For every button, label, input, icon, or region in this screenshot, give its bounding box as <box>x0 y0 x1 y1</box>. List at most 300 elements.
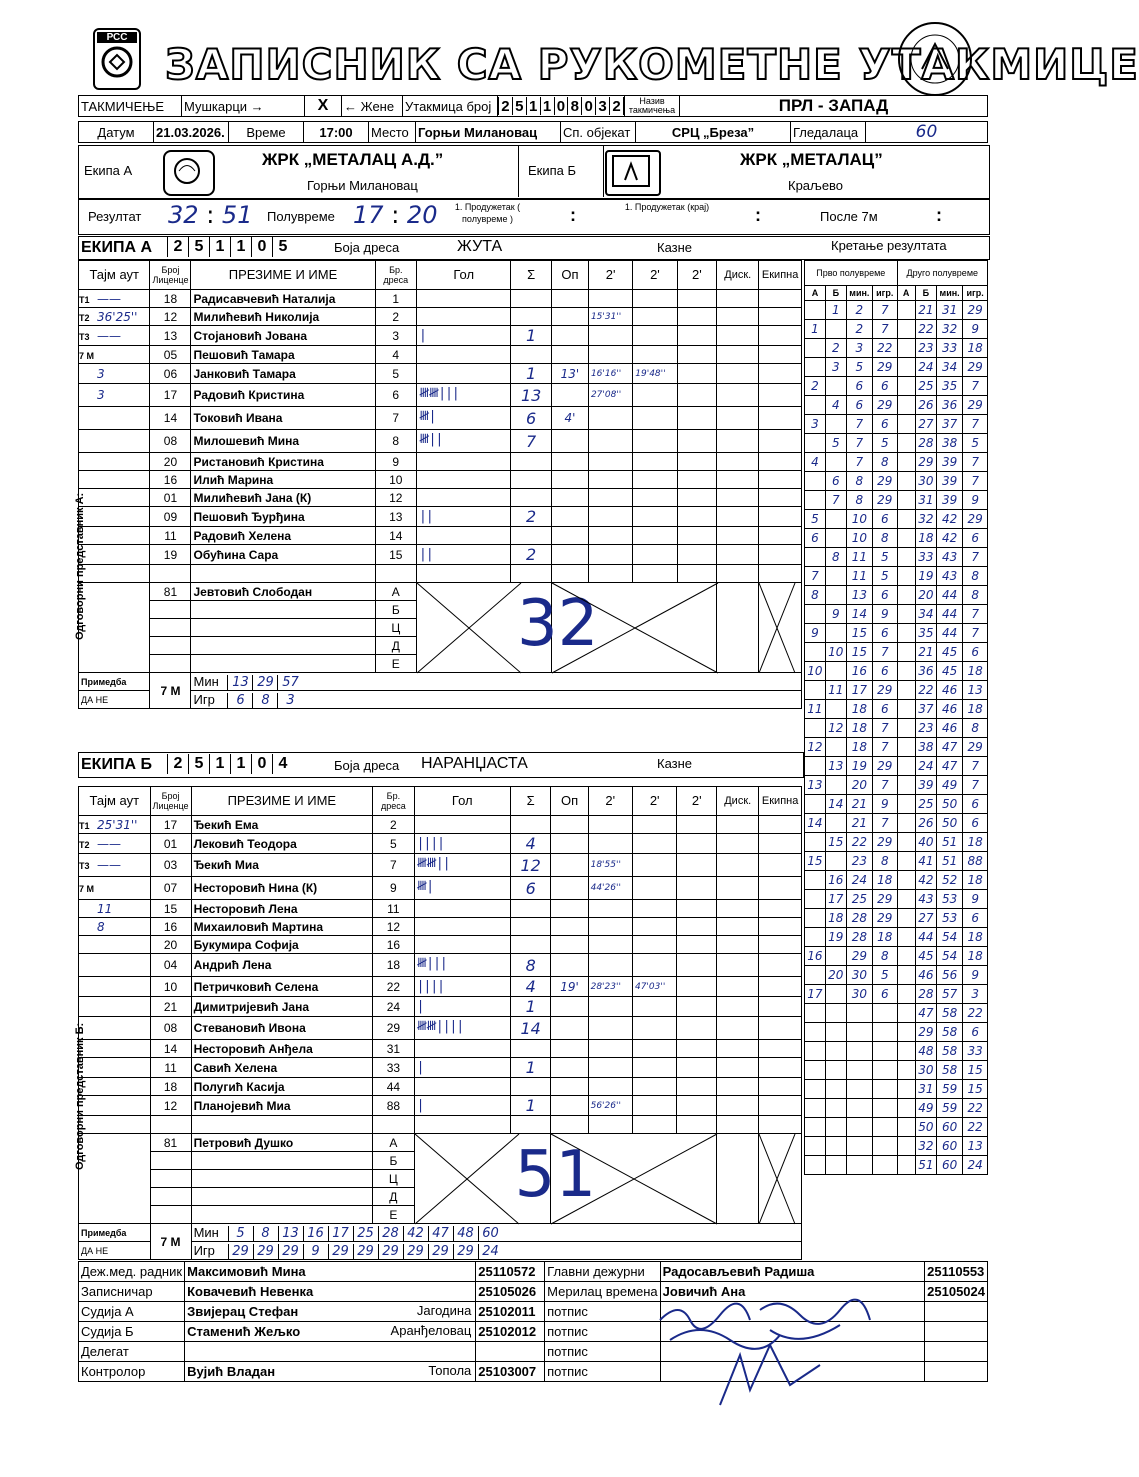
player-license: 19 <box>150 545 191 565</box>
progress-cell: 13 <box>963 681 988 700</box>
player-2min-1 <box>588 290 632 308</box>
player-number: 33 <box>373 1058 415 1078</box>
player-license: 01 <box>150 834 191 854</box>
place-value: Горњи Милановац <box>416 122 561 143</box>
venue-label: Сп. објекат <box>561 122 636 143</box>
player-goals-tally <box>417 364 511 384</box>
column-name: ПРЕЗИМЕ И ИМЕ <box>191 787 373 816</box>
player-number: 9 <box>373 877 415 900</box>
time-value: 17:00 <box>304 122 369 143</box>
player-license: 10 <box>150 977 191 997</box>
player-2min-1 <box>588 900 632 918</box>
player-2min-2 <box>633 507 677 527</box>
progress-row <box>805 833 988 852</box>
player-row <box>79 834 802 854</box>
progress-cell: 28 <box>915 434 936 453</box>
progress-col: мин. <box>846 286 872 301</box>
progress-cell: 48 <box>915 1042 936 1061</box>
player-license: 13 <box>150 326 191 346</box>
player-license: 18 <box>150 290 191 308</box>
player-goal-sum: 8 <box>510 954 551 977</box>
player-warning <box>551 954 588 977</box>
team-a-code <box>167 237 293 257</box>
progress-cell: 14 <box>825 795 846 814</box>
player-goals-tally: | <box>414 997 510 1017</box>
progress-cell: 58 <box>936 1004 962 1023</box>
progress-cell: 50 <box>936 814 962 833</box>
timeout-value: —— <box>97 291 121 306</box>
player-disqualification <box>717 877 759 900</box>
progress-row <box>805 852 988 871</box>
footer-license-2: 25105024 <box>925 1282 988 1302</box>
progress-col: игр. <box>963 286 988 301</box>
progress-cell: 8 <box>873 852 898 871</box>
player-name: Пешовић Тамара <box>191 346 375 364</box>
player-license: 04 <box>150 954 191 977</box>
team-penalty <box>759 1096 802 1116</box>
progress-cell: 49 <box>915 1099 936 1118</box>
player-number: 14 <box>375 527 417 545</box>
player-2min-2 <box>632 1096 676 1116</box>
player-2min-3 <box>677 346 717 364</box>
player-2min-2 <box>633 471 677 489</box>
progress-cell <box>805 1042 826 1061</box>
progress-cell: 18 <box>915 529 936 548</box>
player-row <box>79 854 802 877</box>
progress-a2-cell <box>897 396 915 415</box>
player-goal-sum <box>510 816 551 834</box>
blank-cell <box>79 1116 151 1134</box>
player-goals-tally <box>417 471 511 489</box>
progress-cell: 18 <box>963 947 988 966</box>
progress-cell: 53 <box>936 909 962 928</box>
footer-license-2 <box>925 1322 988 1342</box>
player-goals-tally <box>417 346 511 364</box>
progress-cell: 20 <box>915 586 936 605</box>
competition-name: ПРЛ - ЗАПАД <box>680 96 988 117</box>
player-warning <box>551 527 588 545</box>
progress-cell <box>825 700 846 719</box>
progress-cell: 59 <box>936 1080 962 1099</box>
progress-cell: 23 <box>915 719 936 738</box>
spectators-label: Гледалаца <box>791 122 866 143</box>
player-2min-3 <box>677 527 717 545</box>
player-2min-1 <box>588 954 632 977</box>
player-goals-tally: | <box>417 326 511 346</box>
progress-a2-cell <box>897 1080 915 1099</box>
player-row <box>79 918 802 936</box>
seven-m-player: 29 <box>278 1244 303 1259</box>
progress-cell: 18 <box>963 339 988 358</box>
footer-city: Јагодина <box>416 1303 472 1318</box>
progress-a2-cell <box>897 320 915 339</box>
progress-cell: 25 <box>846 890 872 909</box>
player-2min-1 <box>588 326 632 346</box>
player-name: Пешовић Ђурђина <box>191 507 375 527</box>
timeout-cell <box>79 290 150 308</box>
progress-a2-cell <box>897 472 915 491</box>
progress-cell <box>846 1099 872 1118</box>
progress-a2-cell <box>897 776 915 795</box>
progress-cell <box>846 1118 872 1137</box>
player-goals-tally <box>414 816 510 834</box>
player-2min-3 <box>677 407 717 430</box>
player-warning <box>551 997 588 1017</box>
team-b-table <box>78 786 802 1260</box>
player-2min-2 <box>632 1017 676 1040</box>
player-license: 12 <box>150 1096 191 1116</box>
progress-cell: 57 <box>936 985 962 1004</box>
progress-cell: 6 <box>963 643 988 662</box>
timeout-cell <box>79 954 151 977</box>
official-cross-cell-2 <box>551 1134 717 1224</box>
player-number: 16 <box>373 936 415 954</box>
team-a-name: ЖРК „МЕТАЛАЦ А.Д.” <box>262 150 444 169</box>
team-penalty <box>759 308 802 326</box>
league-seal-icon <box>898 22 972 96</box>
player-2min-3 <box>677 834 717 854</box>
player-goal-sum <box>511 489 552 507</box>
official-cross-cell-3 <box>759 1134 802 1224</box>
progress-cell: 8 <box>825 548 846 567</box>
team-code-digit: 4 <box>272 754 293 774</box>
official-name <box>191 619 375 637</box>
player-warning <box>551 1040 588 1058</box>
progress-cell: 8 <box>963 586 988 605</box>
progress-a2-cell <box>897 453 915 472</box>
progress-cell: 12 <box>825 719 846 738</box>
team-penalty <box>759 854 802 877</box>
progress-cell: 46 <box>936 681 962 700</box>
progress-row <box>805 966 988 985</box>
footer-name: Вујић Владан <box>187 1364 276 1379</box>
player-goal-sum <box>511 308 552 326</box>
progress-row <box>805 605 988 624</box>
official-rep-cell <box>79 637 150 655</box>
footer-name: Стаменић Жељко <box>187 1324 301 1339</box>
progress-cell: 30 <box>915 1061 936 1080</box>
progress-cell: 29 <box>963 510 988 529</box>
date-label: Датум <box>79 122 154 143</box>
progress-cell: 15 <box>963 1061 988 1080</box>
progress-cell: 31 <box>915 491 936 510</box>
player-number: 5 <box>373 834 415 854</box>
player-warning <box>551 507 588 527</box>
progress-cell: 5 <box>873 567 898 586</box>
progress-cell <box>805 434 826 453</box>
progress-cell: 58 <box>936 1061 962 1080</box>
progress-cell: 30 <box>846 966 872 985</box>
progress-col: мин. <box>936 286 962 301</box>
player-number: 44 <box>373 1078 415 1096</box>
timeout-value: 11 <box>97 901 113 916</box>
progress-cell <box>825 586 846 605</box>
progress-cell: 6 <box>805 529 826 548</box>
seven-m-game <box>191 1242 801 1260</box>
progress-cell: 7 <box>873 719 898 738</box>
timeout-cell <box>79 1078 151 1096</box>
progress-cell: 15 <box>963 1080 988 1099</box>
min-label: Мин <box>193 1224 219 1240</box>
progress-cell: 21 <box>915 301 936 320</box>
seven-m-game <box>191 691 802 709</box>
footer-city: Аранђеловац <box>390 1323 472 1338</box>
official-letter: Ц <box>373 1170 415 1188</box>
timeout-cell <box>79 308 150 326</box>
progress-cell: 50 <box>915 1118 936 1137</box>
team-code-digit: 0 <box>251 237 272 257</box>
player-number: 29 <box>373 1017 415 1040</box>
player-disqualification <box>717 364 759 384</box>
page-title: ЗАПИСНИК СА РУКОМЕТНЕ УТАКМИЦЕ <box>165 40 1139 89</box>
column-license: Број Лиценце <box>150 787 191 816</box>
progress-cell <box>805 1061 826 1080</box>
player-2min-2 <box>632 816 676 834</box>
player-row <box>79 507 802 527</box>
player-2min-1 <box>588 407 632 430</box>
progress-cell <box>825 985 846 1004</box>
progress-cell: 7 <box>963 757 988 776</box>
player-disqualification <box>717 1096 759 1116</box>
player-goals-tally: | <box>414 1096 510 1116</box>
team-b-city: Краљево <box>788 178 844 193</box>
player-goals-tally: || <box>417 507 511 527</box>
player-goals-tally: 𝍸||| <box>414 954 510 977</box>
player-license: 01 <box>150 489 191 507</box>
timeout-cell <box>79 489 150 507</box>
player-goals-tally <box>414 1078 510 1096</box>
progress-cell: 16 <box>825 871 846 890</box>
footer-name-2: Јовичић Ана <box>660 1282 925 1302</box>
footer-name-cell <box>185 1302 476 1322</box>
column-warn: Оп <box>551 261 588 290</box>
player-2min-2 <box>632 1058 676 1078</box>
seven-m-minute: 25 <box>353 1226 378 1241</box>
match-number-digits <box>498 97 624 115</box>
player-name: Лековић Теодора <box>191 834 373 854</box>
player-2min-1 <box>588 918 632 936</box>
progress-row <box>805 681 988 700</box>
player-row <box>79 545 802 565</box>
yes-no: ДА НЕ <box>79 1242 151 1260</box>
player-number: 15 <box>375 545 417 565</box>
blank-cell <box>417 565 511 583</box>
progress-a2-cell <box>897 928 915 947</box>
progress-cell: 22 <box>846 833 872 852</box>
progress-row <box>805 1156 988 1175</box>
progress-a2-cell <box>897 871 915 890</box>
progress-a2-cell <box>897 529 915 548</box>
player-warning: 19' <box>551 977 588 997</box>
team-total: 51 <box>514 1138 597 1212</box>
footer-name: Максимовић Мина <box>187 1264 306 1279</box>
progress-cell: 21 <box>846 814 872 833</box>
blank-cell <box>588 1116 632 1134</box>
official-name: Петровић Душко <box>191 1134 373 1152</box>
seven-m-player: 29 <box>253 1244 278 1259</box>
progress-cell: 8 <box>873 453 898 472</box>
player-goals-tally: 𝍸| <box>417 407 511 430</box>
player-license: 08 <box>150 430 191 453</box>
player-name: Стевановић Ивона <box>191 1017 373 1040</box>
progress-cell: 10 <box>846 529 872 548</box>
official-letter: Е <box>375 655 417 673</box>
progress-cell <box>825 852 846 871</box>
column-name: ПРЕЗИМЕ И ИМЕ <box>191 261 375 290</box>
progress-cell: 7 <box>873 643 898 662</box>
progress-cell: 6 <box>873 624 898 643</box>
team-penalty <box>759 997 802 1017</box>
progress-cell <box>825 776 846 795</box>
official-cross-cell-2 <box>551 583 716 673</box>
timeout-label: T2 <box>79 312 90 323</box>
progress-row <box>805 567 988 586</box>
official-name <box>191 655 375 673</box>
player-goals-tally: | <box>414 1058 510 1078</box>
progress-row <box>805 700 988 719</box>
official-license: 81 <box>150 1134 191 1152</box>
progress-a2-cell <box>897 1004 915 1023</box>
player-license: 17 <box>150 816 191 834</box>
progress-cell <box>805 928 826 947</box>
player-2min-1: 44'26'' <box>588 877 632 900</box>
seven-m-minute: 17 <box>328 1226 353 1241</box>
progress-cell: 53 <box>936 890 962 909</box>
player-2min-1 <box>588 1017 632 1040</box>
team-penalty <box>759 816 802 834</box>
player-name: Стојановић Јована <box>191 326 375 346</box>
player-row <box>79 527 802 545</box>
progress-cell: 13 <box>846 586 872 605</box>
player-warning <box>551 489 588 507</box>
player-goal-sum: 7 <box>511 430 552 453</box>
progress-cell: 51 <box>936 852 962 871</box>
player-number: 8 <box>375 430 417 453</box>
column-m2b: 2' <box>633 261 677 290</box>
footer-role-2: Главни дежурни <box>545 1262 661 1282</box>
progress-cell <box>805 605 826 624</box>
player-2min-1 <box>588 453 632 471</box>
team-penalty <box>759 918 802 936</box>
team-penalty <box>759 346 802 364</box>
timeout-value: 25'31'' <box>97 817 138 832</box>
player-2min-1 <box>588 936 632 954</box>
progress-a2-cell <box>897 1061 915 1080</box>
player-2min-3 <box>677 1058 717 1078</box>
seven-m-minute: 57 <box>277 675 302 690</box>
player-warning <box>551 545 588 565</box>
progress-a2-cell <box>897 662 915 681</box>
progress-cell: 34 <box>915 605 936 624</box>
progress-cell: 44 <box>936 586 962 605</box>
blank-cell <box>414 1116 510 1134</box>
match-digit: 2 <box>610 97 624 115</box>
player-row <box>79 1058 802 1078</box>
progress-cell: 40 <box>915 833 936 852</box>
timeout-cell <box>79 527 150 545</box>
progress-cell: 7 <box>805 567 826 586</box>
progress-cell: 18 <box>873 871 898 890</box>
team-code-digit: 5 <box>272 237 293 257</box>
seven-m-minute: 60 <box>478 1226 503 1241</box>
progress-cell: 11 <box>846 567 872 586</box>
player-goal-sum <box>510 918 551 936</box>
progress-a2-cell <box>897 605 915 624</box>
progress-cell <box>846 1023 872 1042</box>
player-disqualification <box>717 507 759 527</box>
progress-row <box>805 1118 988 1137</box>
cross-icon <box>551 1134 717 1224</box>
player-number: 2 <box>375 308 417 326</box>
progress-cell: 8 <box>873 529 898 548</box>
progress-cell: 6 <box>873 510 898 529</box>
player-row <box>79 997 802 1017</box>
team-penalty <box>759 1078 802 1096</box>
player-license: 20 <box>150 936 191 954</box>
player-warning: 13' <box>551 364 588 384</box>
player-name: Радовић Хелена <box>191 527 375 545</box>
player-warning <box>551 900 588 918</box>
official-license <box>150 1170 191 1188</box>
progress-row <box>805 1004 988 1023</box>
player-2min-3 <box>677 453 717 471</box>
player-2min-1: 16'16'' <box>588 364 632 384</box>
player-disqualification <box>717 430 759 453</box>
column-disq: Диск. <box>717 261 759 290</box>
footer-name-cell <box>185 1322 476 1342</box>
progress-row <box>805 453 988 472</box>
progress-cell <box>805 795 826 814</box>
progress-cell: 5 <box>825 434 846 453</box>
official-name <box>191 637 375 655</box>
timeout-cell <box>79 346 150 364</box>
blank-row <box>79 565 802 583</box>
progress-cell: 51 <box>915 1156 936 1175</box>
progress-cell <box>873 1004 898 1023</box>
progress-cell: 29 <box>915 1023 936 1042</box>
progress-cell: 3 <box>846 339 872 358</box>
footer-license <box>476 1342 545 1362</box>
player-name: Несторовић Анђела <box>191 1040 373 1058</box>
progress-cell: 18 <box>963 662 988 681</box>
progress-cell: 7 <box>873 320 898 339</box>
progress-cell <box>825 814 846 833</box>
blank-cell <box>633 565 677 583</box>
match-digit: 0 <box>554 97 568 115</box>
player-warning <box>551 816 588 834</box>
column-goal: Гол <box>417 261 511 290</box>
progress-cell: 18 <box>963 928 988 947</box>
progress-label: Кретање резултата <box>831 238 947 253</box>
player-goal-sum <box>511 453 552 471</box>
women-label: ← Жене <box>342 96 403 117</box>
player-number: 22 <box>373 977 415 997</box>
official-cross-cell <box>414 1134 597 1224</box>
second-half-label: Друго полувреме <box>897 261 987 286</box>
progress-cell <box>805 1023 826 1042</box>
progress-cell: 25 <box>915 795 936 814</box>
seven-m-player: 29 <box>353 1244 378 1259</box>
team-code-digit: 5 <box>188 237 209 257</box>
progress-cell <box>825 529 846 548</box>
timeout-cell <box>79 877 151 900</box>
official-letter: Б <box>375 601 417 619</box>
timeout-cell <box>79 326 150 346</box>
progress-cell <box>805 1080 826 1099</box>
progress-a2-cell <box>897 1137 915 1156</box>
progress-a2-cell <box>897 1042 915 1061</box>
progress-cell: 17 <box>805 985 826 1004</box>
